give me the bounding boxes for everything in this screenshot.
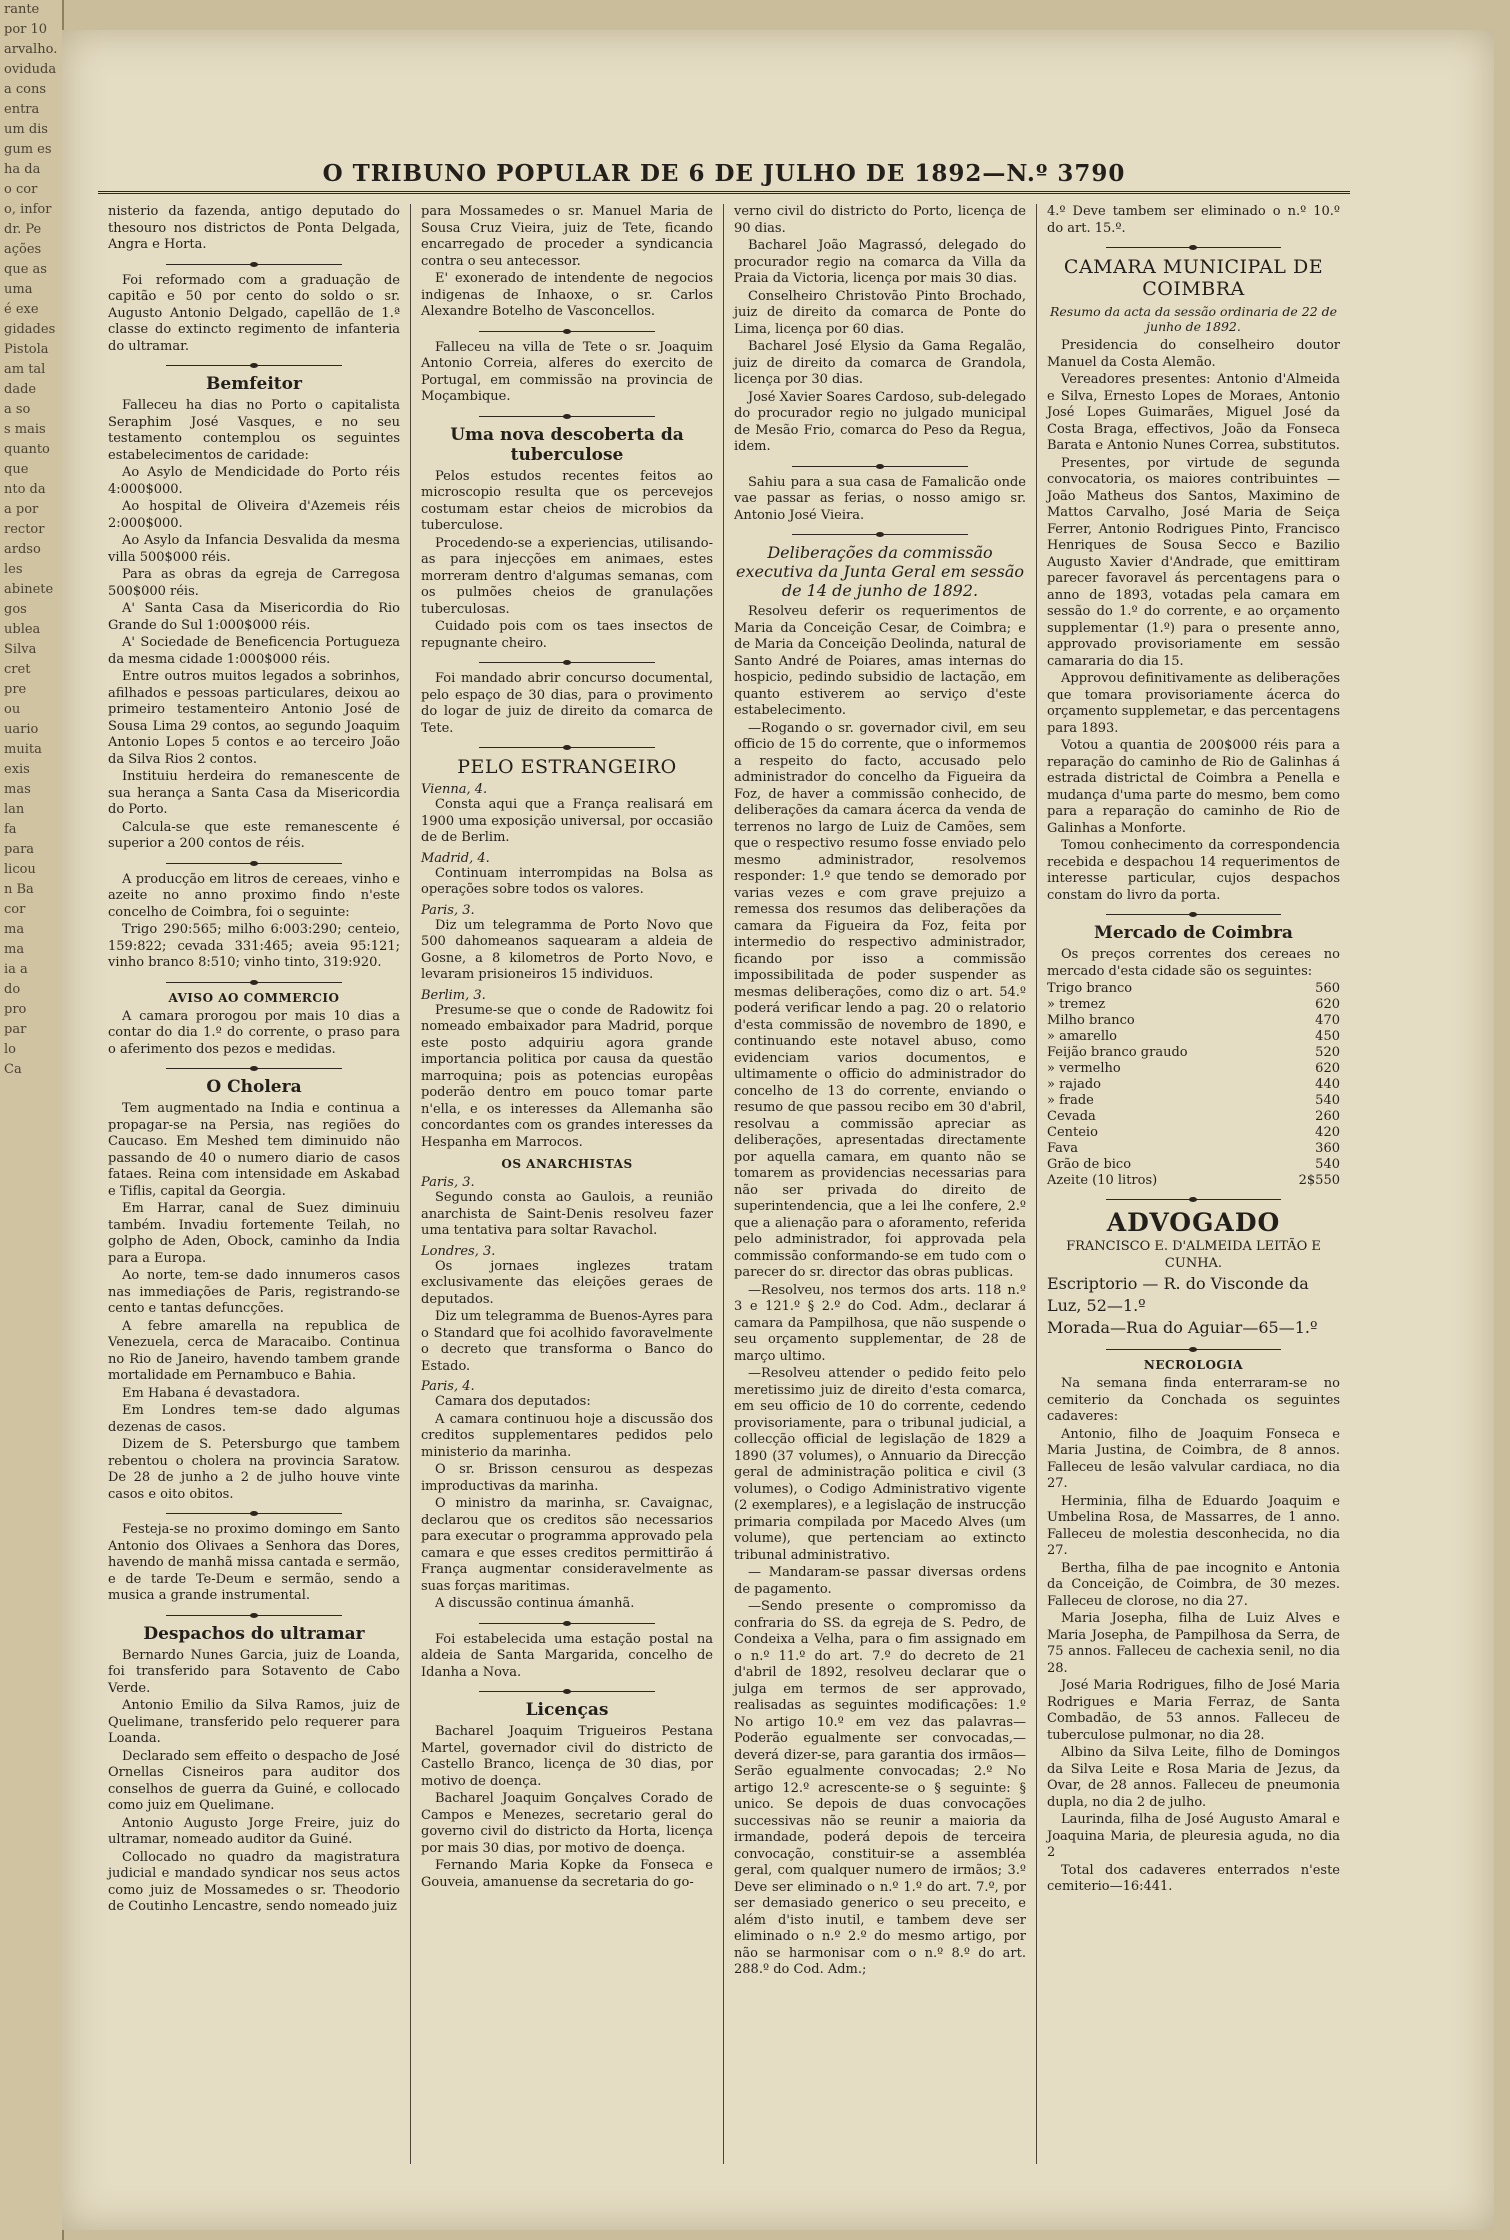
price-value: 440 (1315, 1077, 1340, 1092)
article-text: Presidencia do conselheiro doutor Manuel da Costa Alemão. (1047, 338, 1340, 370)
price-list (1047, 981, 1340, 1189)
margin-fragment: Ca (4, 1062, 22, 1077)
price-value: 420 (1315, 1125, 1340, 1140)
price-item: Grão de bico (1047, 1157, 1132, 1172)
margin-fragment: que as (4, 262, 47, 277)
margin-fragment: a cons (4, 82, 47, 97)
margin-fragment: par (4, 1022, 27, 1037)
margin-fragment: gidades (4, 322, 56, 337)
article-text: Tem augmentado na India e continua a propagar-se na Persia, nas regiões do Caucaso. Em Meshed tem diminuido não passando de 40 o numero diario de casos fataes. Reina com intensidade em Askabad e Tiflis, capital da Georgia. (108, 1101, 400, 1199)
margin-fragment: dr. Pe (4, 222, 42, 237)
margin-fragment: lo (4, 1042, 16, 1057)
article-text: Presentes, por virtude de segunda convocatoria, os maiores contribuintes — João Matheus dos Santos, Maximino de Mattos Carvalho, José Maria de Seiça Ferrer, Antonio Rodrigues Pinto, Francisco Henriques de Sousa Secco e Bazilio Augusto Xavier d'Andrade, que emittiram parecer favoravel ás percentagens para o anno de 1893, votadas pela camara em sessão do 1.º do corrente, e ao orçamento supplementar (1.º) para o presente anno, approvado provisoriamente em sessão camararia do dia 15. (1047, 455, 1340, 669)
article-text: A discussão continua ámanhã. (435, 1596, 635, 1611)
price-row (1047, 981, 1340, 997)
article-text: Albino da Silva Leite, filho de Domingos da Silva Leite e Rosa Maria de Jezus, da Ovar, de 28 annos. Falleceu de pneumonia dupla, no dia 2 de julho. (1047, 1745, 1340, 1810)
article-text: O sr. Brisson censurou as despezas improductivas da marinha. (421, 1462, 713, 1494)
margin-fragment: gos (4, 602, 27, 617)
article-text: Bacharel Joaquim Trigueiros Pestana Martel, governador civil do districto de Castello Branco, licença de 30 dias, por motivo de doença. (421, 1724, 713, 1789)
article-text: Camara dos deputados: (435, 1394, 591, 1409)
heading-aviso: AVISO AO COMMERCIO (168, 990, 340, 1005)
price-row (1047, 1109, 1340, 1125)
divider (166, 1513, 341, 1514)
heading-anarchistas: OS ANARCHISTAS (501, 1157, 633, 1171)
margin-fragment: muita (4, 742, 42, 757)
price-item: Trigo branco (1047, 981, 1133, 996)
margin-fragment: oviduda (4, 62, 57, 77)
margin-fragment: dade (4, 382, 37, 397)
column-3 (724, 204, 1037, 2164)
margin-fragment: arvalho. (4, 42, 58, 57)
margin-fragment: do (4, 982, 21, 997)
article-text: Ao Asylo da Infancia Desvalida da mesma villa 500$000 réis. (108, 533, 400, 565)
dateline: Berlim, 3. (421, 987, 486, 1003)
margin-fragment: nto da (4, 482, 46, 497)
article-text: Os jornaes inglezes tratam exclusivamente das eleições geraes de deputados. (421, 1258, 713, 1307)
article-text: Em Londres tem-se dado algumas dezenas de casos. (108, 1403, 400, 1435)
margin-fragment: por 10 (4, 22, 48, 37)
margin-fragment: quanto (4, 442, 50, 457)
article-text: A' Santa Casa da Misericordia do Rio Grande do Sul 1:000$000 réis. (108, 601, 400, 633)
article-text: Conselheiro Christovão Pinto Brochado, juiz de direito da comarca de Ponte do Lima, licença por 60 dias. (734, 288, 1026, 337)
article-text: A' Sociedade de Beneficencia Portugueza da mesma cidade 1:000$000 réis. (108, 635, 400, 667)
margin-fragment: ardso (4, 542, 41, 557)
article-text: —Sendo presente o compromisso da confraria do SS. da egreja de S. Pedro, de Condeixa a Velha, para o fim assignado em o n.º 11.º do art. 7.º do decreto de 21 d'abril de 1892, resolveu declarar que o julga em termos de ser approvado, realisadas as seguintes modificações: 1.º No artigo 10.º em vez das palavras—Poderão egualmente ser convocadas,—deverá dizer-se, para garantia dos irmãos—Serão egualmente convocadas; 2.º No artigo 12.º acrescente-se o § seguinte: § unico. Se depois de duas convocações successivas não se reunir a maioria da irmandade, poderá depois de terceira convocação, constituir-se a assembléa geral, com qualquer numero de irmãos; 3.º Deve ser eliminado o n.º 1.º do art. 7.º, por ser demasiado generico o seu preceito, e além d'isto inutil, e tambem deve ser eliminado o n.º 2.º do mesmo artigo, por não se harmonisar com o n.º 8.º do art. 288.º do Cod. Adm.; (734, 1599, 1026, 1977)
article-text: Cuidado pois com os taes insectos de repugnante cheiro. (421, 619, 713, 651)
article-text: —Resolveu attender o pedido feito pelo meretissimo juiz de direito d'esta comarca, em seu officio de 10 do corrente, cedendo provisoriamente, para o tribunal judicial, a collecção official de legislação de 1829 a 1890 (37 volumes), o Annuario da Direcção geral de administração politica e civil (3 volumes), o Codigo Administrativo vigente (2 exemplares), e a legislação de instrucção primaria compilada por Macedo Alves (um volume), que pertenciam ao extincto tribunal administrativo. (734, 1366, 1026, 1563)
article-text: Presume-se que o conde de Radowitz foi nomeado embaixador para Madrid, porque este posto adquiriu agora grande importancia politica por causa da questão marroquina; pois as potencias europêas poderão dentro em pouco tomar parte n'ella, e os interesses da Allemanha são concordantes com os grandes interesses da Hespanha em Marrocos. (421, 1002, 713, 1150)
margin-fragment: ações (4, 242, 42, 257)
article-text: Na semana finda enterraram-se no cemiterio da Conchada os seguintes cadaveres: (1047, 1376, 1340, 1424)
margin-fragment: abinete (4, 582, 54, 597)
article-text: Fernando Maria Kopke da Fonseca e Gouveia, amanuense da secretaria do go- (421, 1858, 713, 1890)
margin-fragment: ublea (4, 622, 41, 637)
price-value: 540 (1315, 1157, 1340, 1172)
article-text: E' exonerado de intendente de negocios indigenas de Inhaoxe, o sr. Carlos Alexandre Botelho de Vasconcellos. (421, 271, 713, 319)
margin-fragment: les (4, 562, 23, 577)
article-text: Bernardo Nunes Garcia, juiz de Loanda, foi transferido para Sotavento de Cabo Verde. (108, 1647, 400, 1696)
article-text: Diz um telegramma de Porto Novo que 500 dahomeanos saquearam a aldeia de Gosne, a 8 kilometros de Porto Novo, e levaram prisioneiros 15 individuos. (421, 917, 713, 982)
article-text: Bertha, filha de pae incognito e Antonia da Conceição, de Coimbra, de 30 mezes. Falleceu de clorose, no dia 27. (1047, 1560, 1340, 1609)
article-text: Herminia, filha de Eduardo Joaquim e Umbelina Rosa, de Massarres, de 1 anno. Falleceu de molestia desconhecida, no dia 27. (1047, 1493, 1340, 1558)
price-row (1047, 1125, 1340, 1141)
price-item: » tremez (1047, 997, 1106, 1012)
article-text: Votou a quantia de 200$000 réis para a reparação do caminho de Rio de Galinhas á estrada districtal de Coimbra a Penella e mudança d'uma parte do mesmo, bem como para a reparação do caminho de Rio de Galinhas a Monforte. (1047, 738, 1340, 836)
margin-fragment: que (4, 462, 29, 477)
article-text: Continuam interrompidas na Bolsa as operações sobre todos os valores. (421, 865, 713, 897)
article-text: A camara continuou hoje a discussão dos creditos supplementares pedidos pelo ministerio da marinha. (421, 1411, 713, 1460)
divider (479, 331, 654, 332)
article-text: Falleceu ha dias no Porto o capitalista Seraphim José Vasques, e no seu testamento contemplou os seguintes estabelecimentos de caridade: (108, 398, 400, 463)
dateline: Paris, 3. (421, 902, 475, 918)
margin-fragment: exis (4, 762, 30, 777)
divider (166, 863, 341, 864)
margin-fragment: licou (4, 862, 36, 877)
dateline: Paris, 3. (421, 1175, 475, 1190)
divider (1106, 914, 1282, 915)
article-text: Segundo consta ao Gaulois, a reunião anarchista de Saint-Denis resolveu fazer uma tentativa para soltar Ravachol. (421, 1190, 713, 1238)
article-text: Foi reformado com a graduação de capitão e 50 por cento do soldo o sr. Augusto Antonio Delgado, capellão de 1.ª classe do extincto regimento de infanteria do ultramar. (108, 272, 400, 354)
article-text: Ao hospital de Oliveira d'Azemeis réis 2:000$000. (108, 499, 400, 531)
margin-fragment: n Ba (4, 882, 34, 897)
divider (479, 416, 654, 417)
heading-bemfeitor: Bemfeitor (206, 374, 302, 394)
price-item: » amarello (1047, 1029, 1117, 1044)
divider (479, 747, 654, 748)
article-text: — Mandaram-se passar diversas ordens de pagamento. (734, 1565, 1026, 1597)
columns (98, 204, 1350, 2164)
article-text: José Maria Rodrigues, filho de José Maria Rodrigues e Maria Ferraz, de Santa Combadão, de 53 annos. Falleceu de tuberculose pulmonar, no dia 28. (1047, 1678, 1340, 1743)
price-item: Cevada (1047, 1109, 1096, 1124)
dateline: Madrid, 4. (421, 850, 490, 866)
heading-licencas: Licenças (525, 1700, 609, 1720)
article-text: Total dos cadaveres enterrados n'este cemiterio—16:441. (1047, 1862, 1340, 1894)
price-value: 360 (1315, 1141, 1340, 1156)
price-row (1047, 1093, 1340, 1109)
article-text: Tomou conhecimento da correspondencia recebida e despachou 14 requerimentos de interesse particular, cujos despachos constam do livro da porta. (1047, 838, 1340, 903)
article-text: Collocado no quadro da magistratura judicial e mandado syndicar nos seus actos como juiz de Mossamedes o sr. Theodorio de Coutinho Lencastre, sendo nomeado juiz (108, 1849, 400, 1914)
margin-fragment: é exe (4, 302, 39, 317)
price-item: » rajado (1047, 1077, 1101, 1092)
article-text: Declarado sem effeito o despacho de José Ornellas Cisneiros para auditor dos conselhos de guerra da Guiné, e collocado como juiz em Quelimane. (108, 1748, 400, 1813)
heading-deliberacoes: Deliberações da commissão executiva da Junta Geral em sessão de 14 de junho de 1892. (735, 543, 1025, 600)
page-header: O TRIBUNO POPULAR DE 6 DE JULHO DE 1892—N.º 3790 (98, 160, 1350, 194)
margin-fragment: ou (4, 702, 21, 717)
article-text: Em Habana é devastadora. (122, 1385, 301, 1401)
price-row (1047, 1061, 1340, 1077)
article-text: Consta aqui que a França realisará em 1900 uma exposição universal, por occasião de de Berlim. (421, 797, 713, 845)
price-item: Milho branco (1047, 1013, 1135, 1028)
margin-fragment: Silva (4, 642, 37, 657)
article-text: Os preços correntes dos cereaes no mercado d'esta cidade são os seguintes: (1047, 947, 1340, 979)
article-text: O ministro da marinha, sr. Cavaignac, declarou que os creditos são necessarios para executar o programma approvado pela camara e que esses creditos permittirão á França augmentar consideravelmente as suas forças maritimas. (421, 1496, 713, 1594)
article-text: Ao norte, tem-se dado innumeros casos nas immediações de Paris, registrando-se cento e tantas defuncções. (108, 1268, 400, 1316)
article-text: Entre outros muitos legados a sobrinhos, afilhados e pessoas particulares, deixou ao primeiro testamenteiro Antonio José de Sousa Lima 29 contos, ao segundo Joaquim Antonio Lopes 5 contos e ao terceiro João da Silva Rios 2 contos. (108, 669, 400, 767)
article-text: nisterio da fazenda, antigo deputado do thesouro nos districtos de Ponta Delgada, Angra e Horta. (108, 204, 400, 252)
margin-fragment: a so (4, 402, 31, 417)
article-text: Foi mandado abrir concurso documental, pelo espaço de 30 dias, para o provimento do logar de juiz de direito da comarca de Tete. (421, 671, 713, 736)
margin-fragment: ha da (4, 162, 41, 177)
article-text: Ao Asylo de Mendicidade do Porto réis 4:000$000. (108, 465, 400, 497)
article-text: A camara prorogou por mais 10 dias a contar do dia 1.º do corrente, o praso para o aferimento dos pezos e medidas. (108, 1008, 400, 1057)
article-text: para Mossamedes o sr. Manuel Maria de Sousa Cruz Vieira, juiz de Tete, ficando encarregado de proceder a syndicancia contra o seu antecessor. (421, 204, 713, 269)
article-text: José Xavier Soares Cardoso, sub-delegado do procurador regio no julgado municipal de Mesão Frio, comarca do Peso da Regua, idem. (734, 389, 1026, 454)
margin-fragment: rector (4, 522, 45, 537)
divider (792, 466, 967, 467)
article-text: Antonio, filho de Joaquim Fonseca e Maria Justina, de Coimbra, de 8 annos. Falleceu de lesão valvular cardiaca, no dia 27. (1047, 1426, 1340, 1491)
article-text: Antonio Augusto Jorge Freire, juiz do ultramar, nomeado auditor da Guiné. (108, 1815, 400, 1847)
article-text: Pelos estudos recentes feitos ao microscopio resulta que os percevejos costumam estar cheios de microbios da tuberculose. (421, 468, 713, 533)
margin-fragment: cor (4, 902, 26, 917)
column-1 (98, 204, 411, 2164)
heading-camara: CAMARA MUNICIPAL DE COIMBRA (1063, 256, 1324, 300)
article-text: Foi estabelecida uma estação postal na aldeia de Santa Margarida, concelho de Idanha a Nova. (421, 1631, 713, 1680)
price-row (1047, 1029, 1340, 1045)
divider (166, 264, 341, 265)
advogado-name: FRANCISCO E. D'ALMEIDA LEITÃO E CUNHA. (1066, 1239, 1321, 1271)
price-value: 260 (1315, 1109, 1340, 1124)
price-item: Azeite (10 litros) (1047, 1173, 1158, 1188)
margin-fragment: um dis (4, 122, 48, 137)
divider (166, 365, 341, 366)
article-text: Calcula-se que este remanescente é superior a 200 contos de réis. (108, 819, 400, 851)
price-value: 560 (1315, 981, 1340, 996)
margin-fragment: ma (4, 922, 25, 937)
divider (1106, 1349, 1282, 1350)
margin-fragment: uario (4, 722, 39, 737)
article-text: A producção em litros de cereaes, vinho e azeite no anno proximo findo n'este concelho de Coimbra, foi o seguinte: (108, 871, 400, 920)
article-text: —Resolveu, nos termos dos arts. 118 n.º 3 e 121.º § 2.º do Cod. Adm., declarar á camara da Pampilhosa, que não suspende o seu orçamento supplementar, de 28 de março ultimo. (734, 1282, 1026, 1364)
article-text: Vereadores presentes: Antonio d'Almeida e Silva, Ernesto Lopes de Moraes, Antonio José Lopes Guimarães, Miguel José da Costa Braga, effectivos, João da Fonseca Barata e Antonio Nunes Correa, substitutos. (1047, 372, 1340, 453)
price-value: 470 (1315, 1013, 1340, 1028)
margin-fragment: uma (4, 282, 33, 297)
margin-fragment: o, infor (4, 202, 52, 217)
article-text: Bacharel Joaquim Gonçalves Corado de Campos e Menezes, secretario geral do governo civil do districto da Horta, licença por mais 30 dias, por motivo de doença. (421, 1791, 713, 1856)
margin-fragment: para (4, 842, 35, 857)
article-text: A febre amarella na republica de Venezuela, cerca de Maracaibo. Continua no Rio de Janeiro, havendo tambem grande mortalidade em Pernambuco e Bahia. (108, 1318, 400, 1383)
price-item: Feijão branco graudo (1047, 1045, 1188, 1060)
adjacent-page-margin (0, 0, 64, 2240)
price-value: 450 (1315, 1029, 1340, 1044)
margin-fragment: s mais (4, 422, 46, 437)
margin-fragment: ma (4, 942, 25, 957)
price-item: Centeio (1047, 1125, 1098, 1140)
price-row (1047, 1157, 1340, 1173)
margin-fragment: ia a (4, 962, 28, 977)
article-text: Instituiu herdeira do remanescente de sua herança a Santa Casa da Misericordia do Porto. (108, 769, 400, 817)
adjacent-page-text (0, 0, 62, 1080)
margin-fragment: rante (4, 2, 40, 17)
margin-fragment: fa (4, 822, 17, 837)
price-item: » vermelho (1047, 1061, 1121, 1076)
divider (166, 1615, 341, 1616)
article-text: Antonio Emilio da Silva Ramos, juiz de Quelimane, transferido pelo requerer para Loanda. (108, 1698, 400, 1746)
article-text: Trigo 290:565; milho 6:003:290; centeio, 159:822; cevada 331:465; aveia 95:121; vinho branco 8:510; vinho tinto, 319:920. (108, 922, 400, 970)
price-row (1047, 1173, 1340, 1189)
heading-necrologia: NECROLOGIA (1143, 1358, 1244, 1372)
article-text: 4.º Deve tambem ser eliminado o n.º 10.º do art. 15.º. (1047, 204, 1340, 236)
article-text: Maria Josepha, filha de Luiz Alves e Maria Josepha, de Pampilhosa da Serra, de 75 annos. Falleceu de cachexia senil, no dia 28. (1047, 1611, 1340, 1676)
article-text: Resolveu deferir os requerimentos de Maria da Conceição Cesar, de Coimbra; e de Maria da Conceição Deolinda, natural de Santo André de Poiares, amas internas do hospicio, pedindo subsidio de lactação, em quanto estiverem ao serviço d'este estabelecimento. (734, 604, 1026, 718)
column-2 (411, 204, 724, 2164)
divider (166, 982, 341, 983)
divider (479, 662, 654, 663)
price-row (1047, 1141, 1340, 1157)
dateline: Vienna, 4. (421, 782, 488, 797)
heading-advogado: ADVOGADO (1106, 1208, 1281, 1237)
price-value: 2$550 (1298, 1173, 1340, 1188)
article-text: Sahiu para a sua casa de Famalicão onde vae passar as ferias, o nosso amigo sr. Antonio José Vieira. (734, 474, 1026, 523)
advogado-residence: Morada—Rua do Aguiar—65—1.º (1047, 1318, 1318, 1337)
divider (1106, 1199, 1282, 1200)
article-text: Bacharel José Elysio da Gama Regalão, juiz de direito da comarca de Grandola, licença por 30 dias. (734, 339, 1026, 387)
advogado-office: Escriptorio — R. do Visconde da Luz, 52—1.º (1047, 1274, 1309, 1315)
price-row (1047, 1077, 1340, 1093)
heading-descoberta: Uma nova descoberta da tuberculose (450, 424, 684, 465)
article-text: Para as obras da egreja de Carregosa 500$000 réis. (108, 567, 400, 599)
margin-fragment: mas (4, 782, 31, 797)
article-text: verno civil do districto do Porto, licença de 90 dias. (734, 204, 1026, 236)
article-text: Festeja-se no proximo domingo em Santo Antonio dos Olivaes a Senhora das Dores, havendo de manhã missa cantada e sermão, e de tarde Te-Deum e sermão, sendo a musica a grande instrumental. (108, 1522, 400, 1603)
article-text: Diz um telegramma de Buenos-Ayres para o Standard que foi acolhido favoravelmente o decreto que transforma o Banco do Estado. (421, 1309, 713, 1374)
margin-fragment: entra (4, 102, 40, 117)
divider (792, 534, 967, 535)
margin-fragment: am tal (4, 362, 46, 377)
margin-fragment: lan (4, 802, 25, 817)
article-text: Falleceu na villa de Tete o sr. Joaquim Antonio Correia, alferes do exercito de Portugal, em commissão na provincia de Moçambique. (421, 339, 713, 404)
article-text: Procedendo-se a experiencias, utilisando-as para injecções em animaes, estes morreram dentro d'algumas semanas, com os pulmões cheios de granulações tuberculosas. (421, 535, 713, 617)
margin-fragment: cret (4, 662, 31, 677)
price-item: » frade (1047, 1093, 1094, 1108)
article-text: Dizem de S. Petersburgo que tambem rebentou o cholera na provincia Saratow. De 28 de junho a 2 de julho houve vinte casos e oito obitos. (108, 1437, 400, 1502)
heading-despachos: Despachos do ultramar (143, 1623, 365, 1644)
price-row (1047, 1013, 1340, 1029)
margin-fragment: Pistola (4, 342, 49, 357)
heading-estrangeiro: PELO ESTRANGEIRO (457, 756, 677, 778)
heading-cholera: O Cholera (206, 1077, 302, 1097)
margin-fragment: pro (4, 1002, 27, 1017)
article-text: Approvou definitivamente as deliberações que tomara provisoriamente ácerca do orçamento supplemetar, e das percentagens para 1893. (1047, 671, 1340, 736)
divider (479, 1623, 654, 1624)
margin-fragment: pre (4, 682, 27, 697)
divider (166, 1068, 341, 1069)
divider (1106, 247, 1282, 248)
price-item: Fava (1047, 1141, 1078, 1156)
divider (479, 1691, 654, 1692)
acta-subtitle: Resumo da acta da sessão ordinaria de 22 de junho de 1892. (1049, 304, 1338, 334)
article-text: Laurinda, filha de José Augusto Amaral e Joaquina Maria, de pleuresia aguda, no dia 2 (1047, 1812, 1340, 1860)
article-text: Bacharel João Magrassó, delegado do procurador regio na comarca da Villa da Praia da Victoria, licença por mais 30 dias. (734, 238, 1026, 286)
article-text: Em Harrar, canal de Suez diminuiu também. Invadiu fortemente Teilah, no golpho de Aden, Obock, caminho da India para a Europa. (108, 1201, 400, 1266)
dateline: Paris, 4. (421, 1379, 475, 1394)
margin-fragment: a por (4, 502, 39, 517)
margin-fragment: o cor (4, 182, 38, 197)
price-value: 540 (1315, 1093, 1340, 1108)
article-text: —Rogando o sr. governador civil, em seu officio de 15 do corrente, que o informemos a respeito do facto, accusado pelo administrador do concelho da Figueira da Foz, de haver a commissão conhecido, de deliberações da camara ácerca da venda de terrenos no largo de Luiz de Camões, sem que o respectivo resumo fosse enviado pelo mesmo administrador, resolvemos responder: 1.º que tendo se demorado por varias vezes e com grave prejuizo a remessa dos resumos das deliberações da camara da Figueira da Foz, feita por intermedio do respectivo administrador, ficando por isso a commissão impossibilitada de poder suspender as mesmas deliberações, como diz o art. 54.º poderá verificar lendo a pag. 20 o relatorio d'esta commissão de novembro de 1890, e continuando este notavel abuso, como evidenciam varios documentos, e ultimamente o officio do administrador do concelho de 13 do corrente, enviando o resumo de que passou recibo em 30 d'abril, resolvau a commissão apreciar as deliberações, apresentadas directamente por aquella camara, em quanto não se tomarem as providencias necessarias para não ser privada do direito de superintendencia, que a lei lhe confere, 2.º que a alienação para o aforamento, referida pelo administrador, foi approvada pela commissão conformando-se em tudo com o parecer do sr. director das obras publicas. (734, 720, 1026, 1280)
margin-fragment: gum es (4, 142, 52, 157)
price-value: 620 (1315, 997, 1340, 1012)
price-value: 620 (1315, 1061, 1340, 1076)
price-row (1047, 1045, 1340, 1061)
dateline: Londres, 3. (421, 1243, 496, 1259)
price-row (1047, 997, 1340, 1013)
heading-mercado: Mercado de Coimbra (1094, 923, 1293, 943)
column-4 (1037, 204, 1350, 2164)
price-value: 520 (1315, 1045, 1340, 1060)
